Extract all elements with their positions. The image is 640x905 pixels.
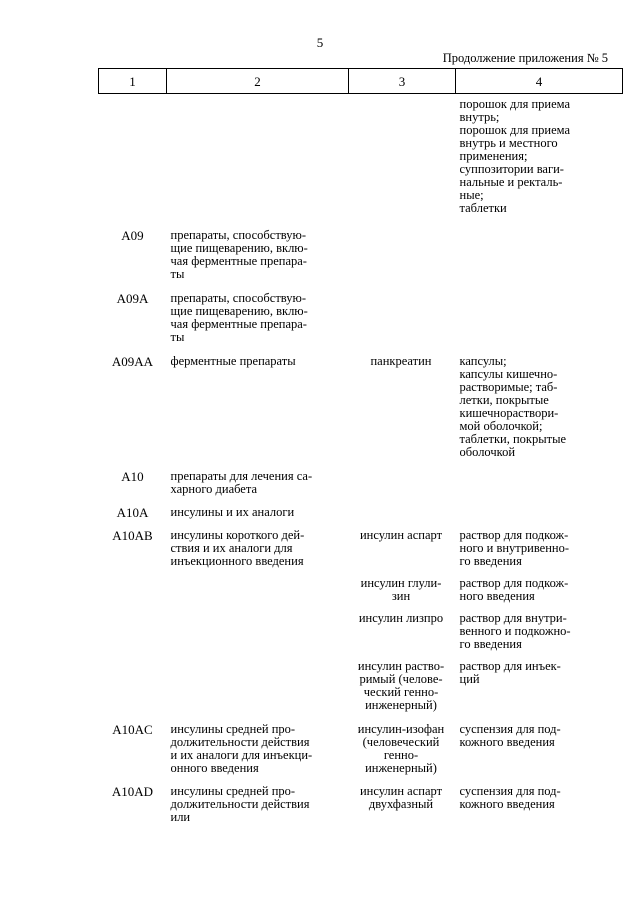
drug-name-cell: [349, 344, 456, 459]
table-row: [99, 568, 623, 603]
atc-code-cell: [99, 775, 167, 824]
atc-code-cell: [99, 712, 167, 775]
dosage-form-cell-text: раствор для подкож- ного и внутривенно- го введения: [459, 528, 570, 568]
drug-name-cell: [349, 568, 456, 603]
atc-code-cell-text: A10: [121, 469, 144, 484]
group-name-cell: [167, 94, 349, 216]
page-number: 5: [316, 35, 324, 50]
table-row: [99, 651, 623, 712]
atc-code-cell: [99, 519, 167, 568]
column-header-3: 3: [349, 69, 456, 94]
atc-code-cell: [99, 603, 167, 651]
group-name-cell-text: препараты, способствую- щие пищеварению, вклю- чая ферментные препара- ты: [170, 228, 308, 281]
atc-code-cell: [99, 459, 167, 496]
dosage-form-cell-text: раствор для подкож- ного введения: [459, 576, 569, 603]
drug-name-cell: [349, 603, 456, 651]
table-row: [99, 281, 623, 344]
group-name-cell-text: препараты для лечения са- харного диабета: [170, 469, 313, 496]
atc-code-cell: [99, 651, 167, 712]
dosage-form-cell: [456, 496, 623, 519]
appendix-continuation-label: Продолжение приложения № 5: [442, 51, 608, 65]
column-header-4: 4: [456, 69, 623, 94]
group-name-cell-text: инсулины и их аналоги: [170, 505, 295, 519]
group-name-cell: [167, 712, 349, 775]
dosage-form-cell: [456, 775, 623, 824]
drug-name-cell-text: инсулин аспарт двухфазный: [359, 784, 443, 811]
dosage-form-cell: [456, 712, 623, 775]
atc-code-cell: [99, 281, 167, 344]
dosage-form-cell: [456, 459, 623, 496]
group-name-cell: [167, 775, 349, 824]
drug-name-cell: [349, 94, 456, 216]
drug-name-cell: [349, 459, 456, 496]
atc-code-cell: [99, 215, 167, 281]
group-name-cell: [167, 496, 349, 519]
drug-name-cell-text: инсулин-изофан (человеческий генно- инженерный): [357, 722, 445, 775]
group-name-cell: [167, 459, 349, 496]
atc-code-cell-text: A10A: [116, 505, 149, 520]
table-row: [99, 344, 623, 459]
group-name-cell: [167, 281, 349, 344]
dosage-form-cell-text: порошок для приема внутрь; порошок для приема внутрь и местного применения; суппозитории ваги- нальные и ректаль- ные; таблетки: [459, 97, 571, 215]
atc-code-cell-text: A10AB: [112, 528, 153, 543]
dosage-form-cell-text: суспензия для под- кожного введения: [459, 784, 561, 811]
atc-code-cell-text: A09: [121, 228, 144, 243]
table-row: [99, 712, 623, 775]
dosage-form-cell: [456, 651, 623, 712]
atc-code-cell-text: A09A: [116, 291, 149, 306]
dosage-form-cell: [456, 568, 623, 603]
atc-code-cell: [99, 568, 167, 603]
drug-name-cell-text: инсулин раство- римый (челове- ческий генно- инженерный): [357, 659, 445, 712]
drug-name-cell: [349, 775, 456, 824]
group-name-cell: [167, 568, 349, 603]
dosage-form-cell-text: раствор для внутри- венного и подкожно- го введения: [459, 611, 571, 651]
drug-name-cell: [349, 519, 456, 568]
table-row: [99, 215, 623, 281]
table-header: [99, 69, 623, 94]
drug-name-cell-text: инсулин глули- зин: [360, 576, 442, 603]
table-row: [99, 496, 623, 519]
column-header-1: 1: [99, 69, 167, 94]
group-name-cell: [167, 519, 349, 568]
drug-name-cell-text: инсулин лизпро: [358, 611, 444, 625]
dosage-form-cell: [456, 215, 623, 281]
group-name-cell-text: ферментные препараты: [170, 354, 296, 368]
drug-name-cell: [349, 651, 456, 712]
dosage-form-cell: [456, 519, 623, 568]
atc-code-cell: [99, 94, 167, 216]
dosage-form-cell: [456, 94, 623, 216]
drug-name-cell: [349, 496, 456, 519]
drug-name-cell-text: инсулин аспарт: [359, 528, 443, 542]
table-row: [99, 519, 623, 568]
atc-code-cell: [99, 496, 167, 519]
group-name-cell-text: препараты, способствую- щие пищеварению, вклю- чая ферментные препара- ты: [170, 291, 308, 344]
dosage-form-cell-text: раствор для инъек- ций: [459, 659, 561, 686]
atc-code-cell: [99, 344, 167, 459]
atc-code-cell-text: A09AA: [111, 354, 154, 369]
group-name-cell: [167, 215, 349, 281]
drug-name-cell: [349, 281, 456, 344]
dosage-form-cell-text: капсулы; капсулы кишечно- растворимые; таб- летки, покрытые кишечнораствори- мой оболочкой; таблетки, покрытые оболочкой: [459, 354, 567, 459]
group-name-cell-text: инсулины короткого дей- ствия и их аналоги для инъекционного введения: [170, 528, 305, 568]
table-header-row: [99, 69, 623, 94]
table-body: [99, 94, 623, 825]
drug-name-cell-text: панкреатин: [370, 354, 432, 368]
table-row: [99, 94, 623, 216]
dosage-form-cell: [456, 281, 623, 344]
atc-code-cell-text: A10AC: [112, 722, 153, 737]
drug-classification-table: [98, 68, 623, 824]
table-row: [99, 775, 623, 824]
dosage-form-cell-text: суспензия для под- кожного введения: [459, 722, 561, 749]
table-row: [99, 603, 623, 651]
atc-code-cell-text: A10AD: [111, 784, 154, 799]
dosage-form-cell: [456, 603, 623, 651]
group-name-cell-text: инсулины средней про- должительности действия и их аналоги для инъекци- онного введения: [170, 722, 313, 775]
dosage-form-cell: [456, 344, 623, 459]
column-header-2: 2: [167, 69, 349, 94]
drug-name-cell: [349, 215, 456, 281]
group-name-cell: [167, 651, 349, 712]
group-name-cell-text: инсулины средней про- должительности действия или: [170, 784, 310, 824]
group-name-cell: [167, 344, 349, 459]
table-row: [99, 459, 623, 496]
drug-name-cell: [349, 712, 456, 775]
group-name-cell: [167, 603, 349, 651]
